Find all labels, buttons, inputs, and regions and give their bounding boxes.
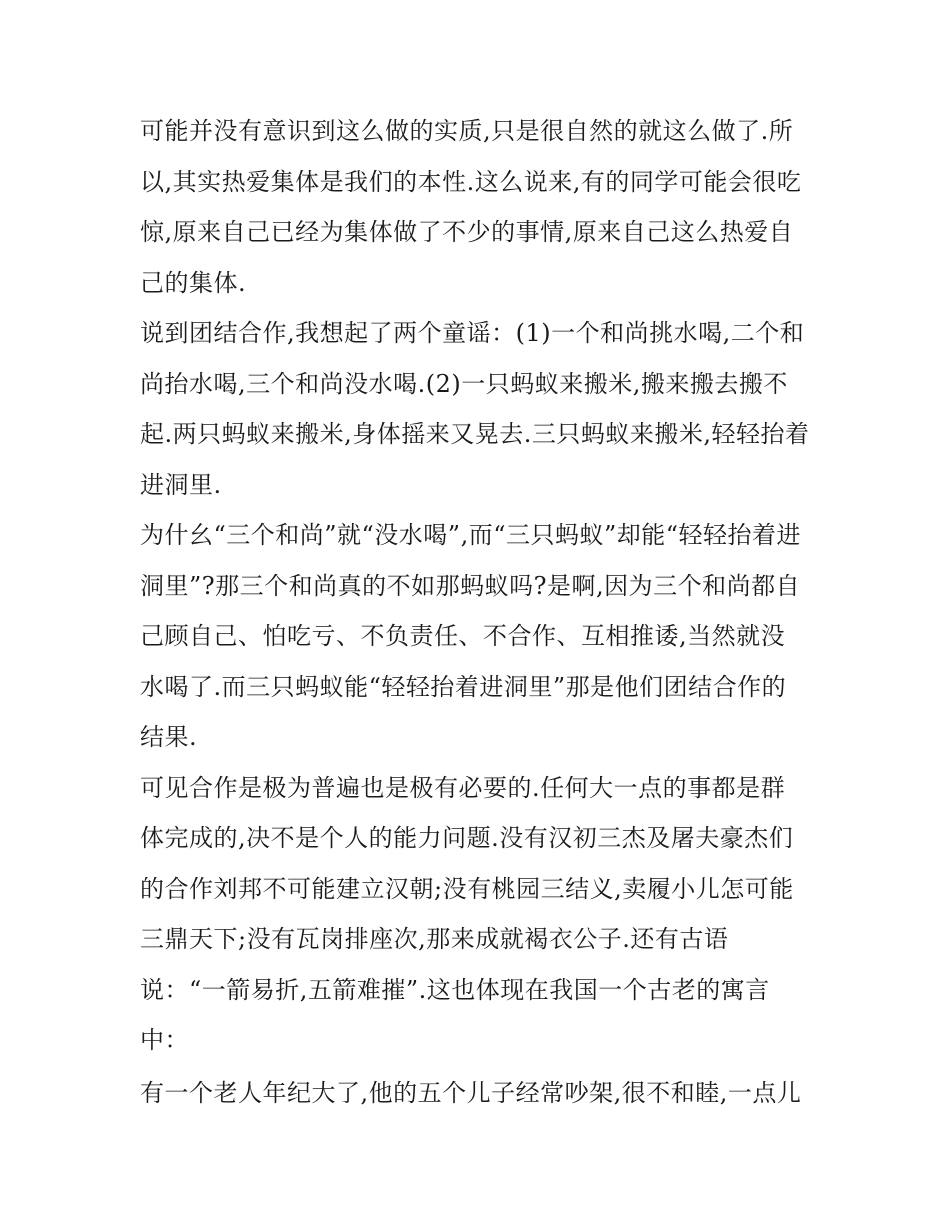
text-line: 的合作刘邦不可能建立汉朝;没有桃园三结义,卖履小儿怎可能 (140, 875, 794, 903)
text-line: 起.两只蚂蚁来搬米,身体摇来又晃去.三只蚂蚁来搬米,轻轻抬着 (140, 420, 810, 448)
text-line: 说到团结合作,我想起了两个童谣：(1)一个和尚挑水喝,二个和 (140, 319, 805, 347)
text-line: 有一个老人年纪大了,他的五个儿子经常吵架,很不和睦,一点儿 (140, 1079, 802, 1107)
text-line: 可见合作是极为普遍也是极有必要的.任何大一点的事都是群 (140, 774, 786, 802)
text-line: 洞里”?那三个和尚真的不如那蚂蚁吗?是啊,因为三个和尚都自 (140, 572, 801, 600)
text-line: 惊,原来自己已经为集体做了不少的事情,原来自己这么热爱自 (140, 218, 794, 246)
text-line: 说：“一箭易折,五箭难摧”.这也体现在我国一个古老的寓言 (140, 976, 770, 1004)
text-line: 中： (140, 1026, 189, 1054)
text-line: 进洞里. (140, 471, 222, 499)
text-line: 为什幺“三个和尚”就“没水喝”,而“三只蚂蚁”却能“轻轻抬着进 (140, 521, 802, 549)
text-line: 可能并没有意识到这么做的实质,只是很自然的就这么做了.所 (140, 117, 794, 145)
text-line: 己顾自己、怕吃亏、不负责任、不合作、互相推诿,当然就没 (140, 622, 786, 650)
text-line: 己的集体. (140, 269, 247, 297)
text-line: 以,其实热爱集体是我们的本性.这么说来,有的同学可能会很吃 (140, 168, 802, 196)
text-line: 水喝了.而三只蚂蚁能“轻轻抬着进洞里”那是他们团结合作的 (140, 673, 787, 701)
text-line: 结果. (140, 723, 198, 751)
text-line: 三鼎天下;没有瓦岗排座次,那来成就褐衣公子.还有古语 (140, 925, 729, 953)
text-line: 体完成的,决不是个人的能力问题.没有汉初三杰及屠夫豪杰们 (140, 824, 794, 852)
text-line: 尚抬水喝,三个和尚没水喝.(2)一只蚂蚁来搬米,搬来搬去搬不 (140, 370, 788, 398)
